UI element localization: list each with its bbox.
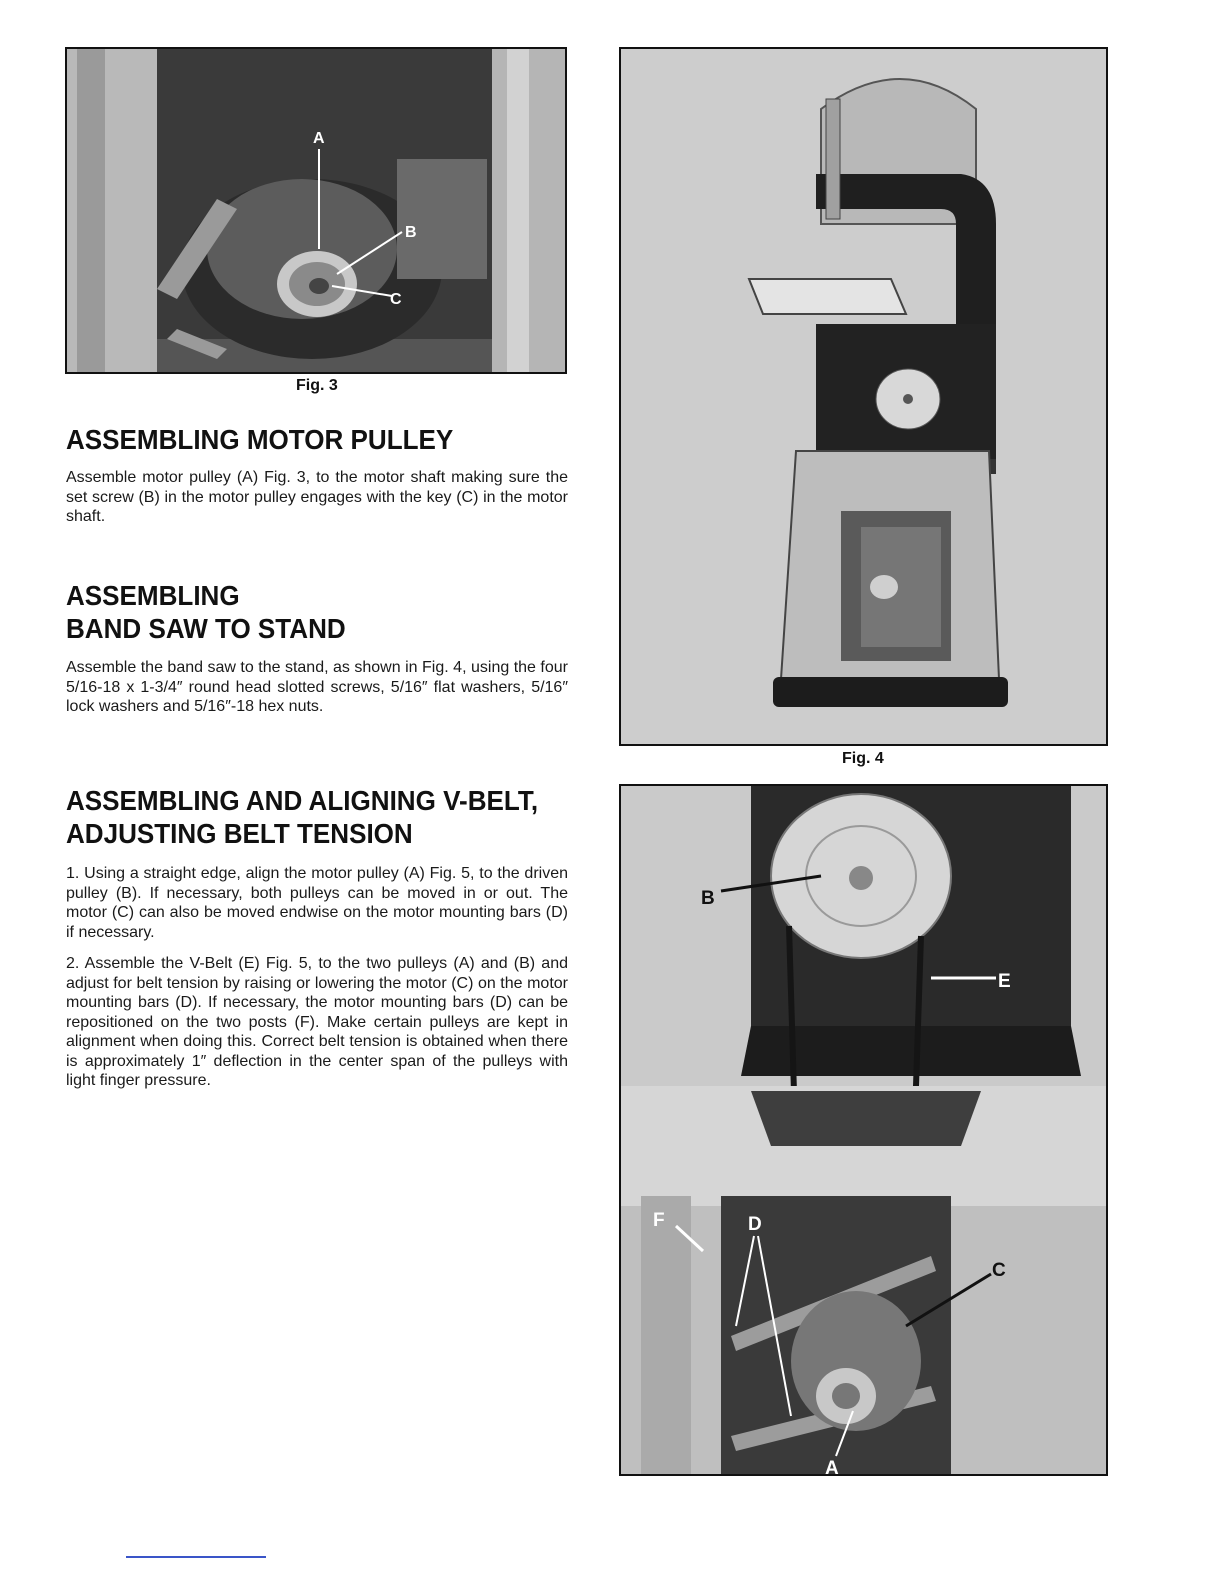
- fig3-callout-b: B: [405, 224, 417, 241]
- fig5-callout-a: A: [825, 1458, 839, 1474]
- fig5-callout-d: D: [748, 1214, 762, 1235]
- fig4-photo: [619, 47, 1108, 746]
- motor-pulley-body: Assemble motor pulley (A) Fig. 3, to the motor shaft making sure the set screw (B) in the motor pulley engages with the key (C) in the motor shaft.: [66, 469, 568, 525]
- motor-pulley-heading: ASSEMBLING MOTOR PULLEY: [66, 424, 454, 455]
- bottom-rule: [126, 1556, 266, 1558]
- fig5-callout-e: E: [998, 971, 1011, 992]
- v-belt-heading-line1: ASSEMBLING AND ALIGNING V-BELT,: [66, 785, 539, 816]
- fig3-photo: [65, 47, 567, 374]
- fig3-callout-c: C: [390, 291, 402, 308]
- fig5-photo: [619, 784, 1108, 1476]
- fig5-callout-b: B: [701, 888, 715, 909]
- v-belt-step-2: 2. Assemble the V-Belt (E) Fig. 5, to the two pulleys (A) and (B) and adjust for belt tension by raising or lowering the motor (C) on the motor mounting bars (D). If necessary, the motor mounting bars (D) can be repositioned on the two posts (F). Make certain pulleys are kept in alignment when doing this. Correct belt tension is obtained when there is approximately 1″ deflection in the center span of the pulleys with light finger pressure.: [66, 955, 568, 1089]
- band-saw-stand-body: Assemble the band saw to the stand, as shown in Fig. 4, using the four 5/16-18 x 1-3/4″ round head slotted screws, 5/16″ flat washers, 5/16″ lock washers and 5/16″-18 hex nuts.: [66, 659, 568, 715]
- fig3-caption: Fig. 3: [296, 377, 338, 394]
- v-belt-heading-line2: ADJUSTING BELT TENSION: [66, 818, 413, 849]
- fig3-callout-a: A: [313, 130, 325, 147]
- fig5-callout-c: C: [992, 1260, 1006, 1281]
- band-saw-stand-heading-line2: BAND SAW TO STAND: [66, 613, 346, 644]
- fig4-caption: Fig. 4: [842, 750, 884, 767]
- fig5-callout-f: F: [653, 1210, 665, 1231]
- band-saw-stand-heading-line1: ASSEMBLING: [66, 580, 240, 611]
- v-belt-step-1: 1. Using a straight edge, align the motor pulley (A) Fig. 5, to the driven pulley (B). If necessary, both pulleys can be moved in or out. The motor (C) can also be moved endwise on the motor mounting bars (D) if necessary.: [66, 865, 568, 941]
